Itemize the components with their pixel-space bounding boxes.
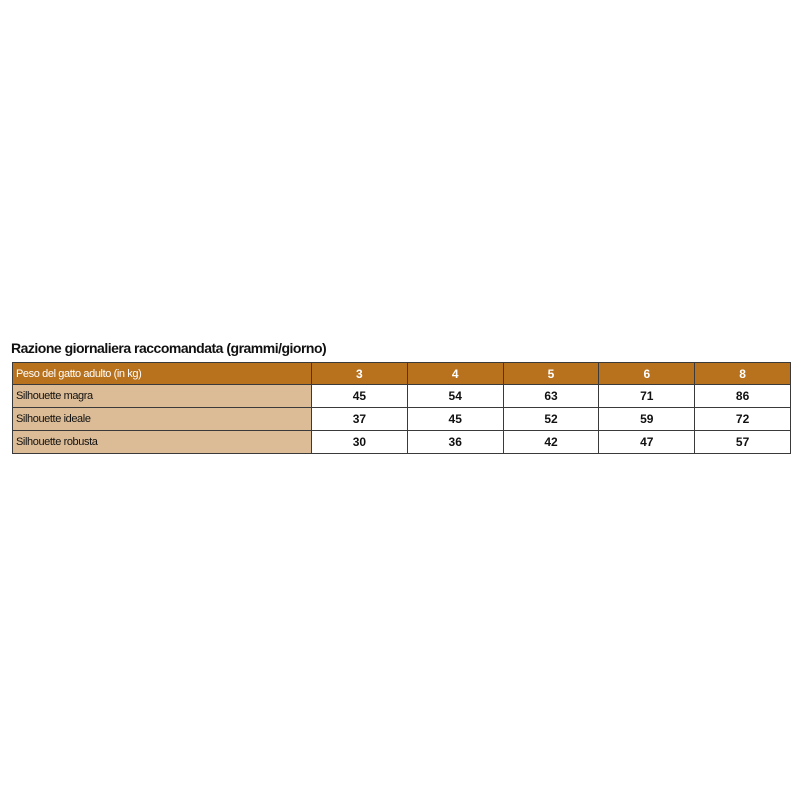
table-cell: 45: [312, 385, 408, 408]
table-cell: 71: [599, 385, 695, 408]
row-label: Silhouette magra: [13, 385, 312, 408]
table-cell: 54: [407, 385, 503, 408]
table-cell: 63: [503, 385, 599, 408]
table-cell: 59: [599, 408, 695, 431]
weight-column-header: 6: [599, 363, 695, 385]
table-title: Razione giornaliera raccomandata (grammi/giorno): [11, 340, 327, 356]
table-cell: 47: [599, 431, 695, 454]
weight-column-header: 3: [312, 363, 408, 385]
table-cell: 52: [503, 408, 599, 431]
header-row: [13, 363, 791, 385]
table-row: [13, 431, 791, 454]
weight-column-header: 8: [695, 363, 791, 385]
table-cell: 42: [503, 431, 599, 454]
row-label: Silhouette ideale: [13, 408, 312, 431]
ration-table: [12, 362, 791, 454]
table-row: [13, 385, 791, 408]
table-cell: 36: [407, 431, 503, 454]
table-cell: 30: [312, 431, 408, 454]
table-cell: 57: [695, 431, 791, 454]
weight-column-header: 4: [407, 363, 503, 385]
row-label: Silhouette robusta: [13, 431, 312, 454]
header-label: Peso del gatto adulto (in kg): [13, 363, 312, 385]
table-cell: 72: [695, 408, 791, 431]
table-cell: 45: [407, 408, 503, 431]
table-row: [13, 408, 791, 431]
table-cell: 86: [695, 385, 791, 408]
table-cell: 37: [312, 408, 408, 431]
weight-column-header: 5: [503, 363, 599, 385]
